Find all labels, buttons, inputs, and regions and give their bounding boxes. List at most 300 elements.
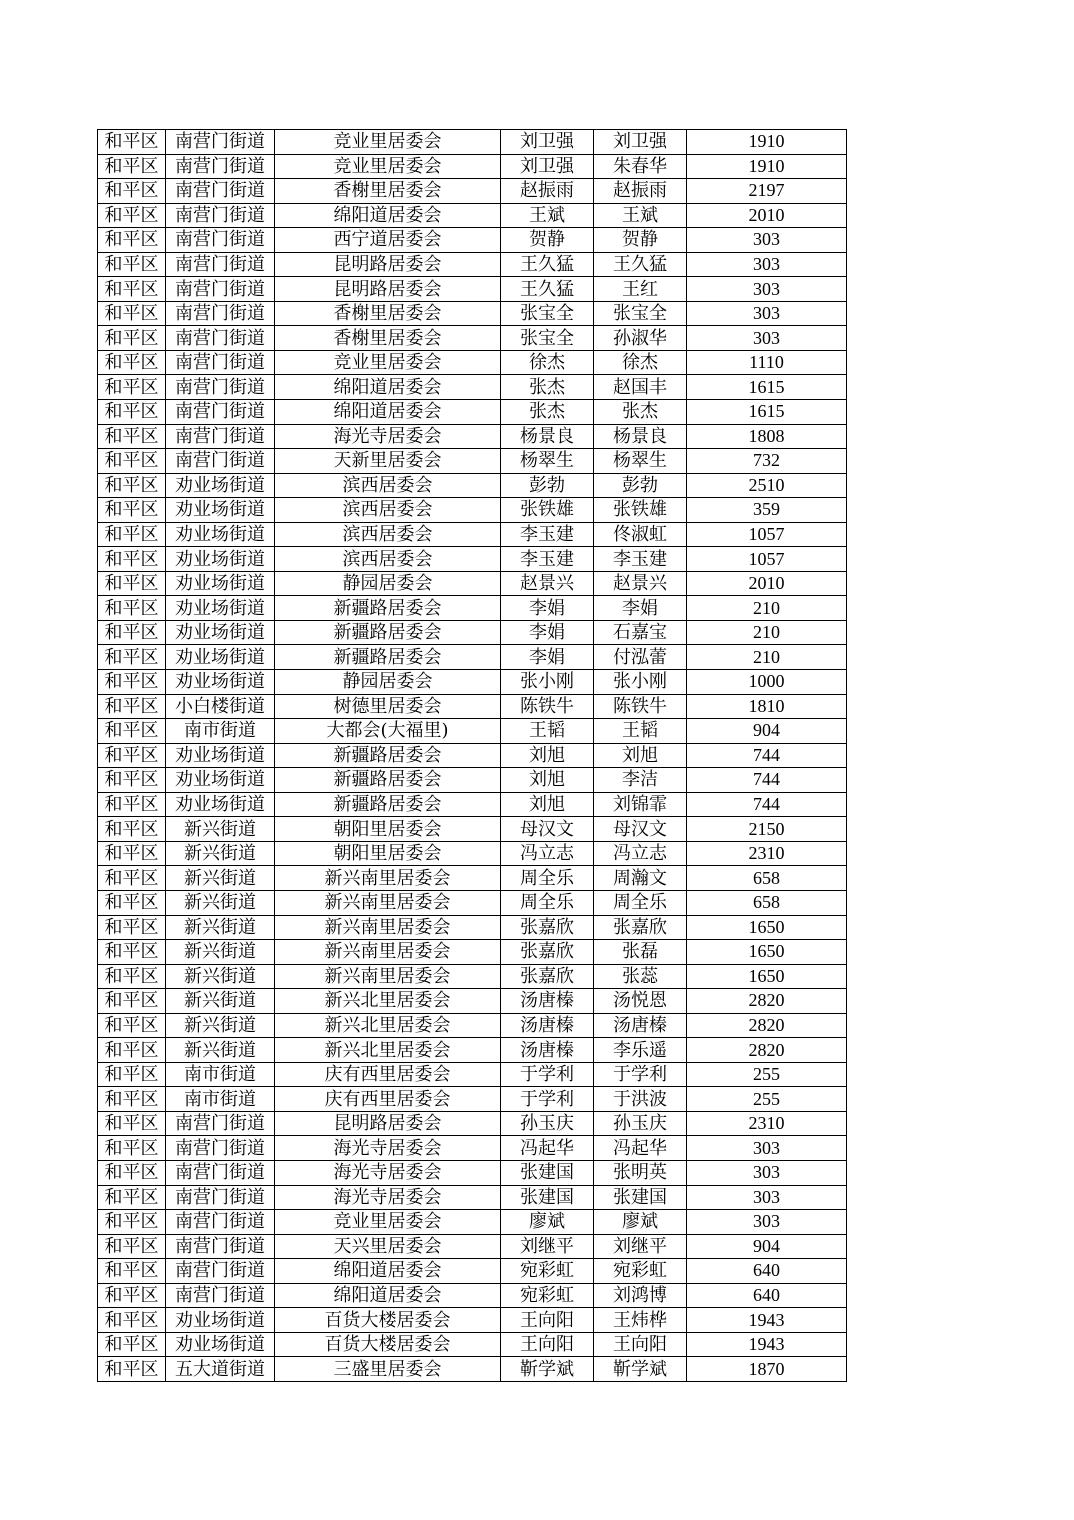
contact-cell: 彭勃 bbox=[501, 473, 594, 498]
committee-cell: 海光寺居委会 bbox=[275, 1136, 501, 1161]
person-cell: 张小刚 bbox=[594, 670, 687, 695]
contact-cell: 刘旭 bbox=[501, 743, 594, 768]
committee-cell: 昆明路居委会 bbox=[275, 277, 501, 302]
table-row bbox=[98, 473, 847, 498]
number-cell: 210 bbox=[687, 596, 847, 621]
table-row bbox=[98, 203, 847, 228]
committee-cell: 新兴南里居委会 bbox=[275, 940, 501, 965]
contact-cell: 刘继平 bbox=[501, 1234, 594, 1259]
table-row bbox=[98, 1234, 847, 1259]
district-cell: 和平区 bbox=[98, 1111, 166, 1136]
table-row bbox=[98, 719, 847, 744]
person-cell: 王向阳 bbox=[594, 1332, 687, 1357]
number-cell: 640 bbox=[687, 1259, 847, 1284]
street-cell: 南营门街道 bbox=[166, 1185, 275, 1210]
street-cell: 南营门街道 bbox=[166, 277, 275, 302]
street-cell: 新兴街道 bbox=[166, 866, 275, 891]
district-cell: 和平区 bbox=[98, 154, 166, 179]
contact-cell: 王斌 bbox=[501, 203, 594, 228]
person-cell: 冯起华 bbox=[594, 1136, 687, 1161]
district-cell: 和平区 bbox=[98, 350, 166, 375]
number-cell: 1650 bbox=[687, 964, 847, 989]
number-cell: 2010 bbox=[687, 571, 847, 596]
table-row bbox=[98, 571, 847, 596]
contact-cell: 王久猛 bbox=[501, 277, 594, 302]
person-cell: 宛彩虹 bbox=[594, 1259, 687, 1284]
district-cell: 和平区 bbox=[98, 890, 166, 915]
committee-cell: 庆有西里居委会 bbox=[275, 1062, 501, 1087]
contact-cell: 汤唐榛 bbox=[501, 1013, 594, 1038]
contact-cell: 刘卫强 bbox=[501, 130, 594, 155]
person-cell: 张蕊 bbox=[594, 964, 687, 989]
committee-cell: 海光寺居委会 bbox=[275, 1160, 501, 1185]
table-row bbox=[98, 277, 847, 302]
person-cell: 母汉文 bbox=[594, 817, 687, 842]
committee-cell: 海光寺居委会 bbox=[275, 424, 501, 449]
district-cell: 和平区 bbox=[98, 424, 166, 449]
street-cell: 劝业场街道 bbox=[166, 596, 275, 621]
contact-cell: 靳学斌 bbox=[501, 1357, 594, 1382]
person-cell: 靳学斌 bbox=[594, 1357, 687, 1382]
district-cell: 和平区 bbox=[98, 1308, 166, 1333]
number-cell: 303 bbox=[687, 1185, 847, 1210]
person-cell: 王斌 bbox=[594, 203, 687, 228]
number-cell: 1000 bbox=[687, 670, 847, 695]
table-row bbox=[98, 1038, 847, 1063]
number-cell: 2197 bbox=[687, 179, 847, 204]
person-cell: 孙淑华 bbox=[594, 326, 687, 351]
number-cell: 2010 bbox=[687, 203, 847, 228]
contact-cell: 杨景良 bbox=[501, 424, 594, 449]
person-cell: 刘旭 bbox=[594, 743, 687, 768]
street-cell: 南营门街道 bbox=[166, 1136, 275, 1161]
committee-cell: 新疆路居委会 bbox=[275, 596, 501, 621]
contact-cell: 李玉建 bbox=[501, 547, 594, 572]
table-row bbox=[98, 130, 847, 155]
district-cell: 和平区 bbox=[98, 498, 166, 523]
contact-cell: 张嘉欣 bbox=[501, 940, 594, 965]
table-row bbox=[98, 252, 847, 277]
person-cell: 周瀚文 bbox=[594, 866, 687, 891]
street-cell: 新兴街道 bbox=[166, 915, 275, 940]
district-cell: 和平区 bbox=[98, 940, 166, 965]
district-cell: 和平区 bbox=[98, 743, 166, 768]
number-cell: 744 bbox=[687, 792, 847, 817]
committee-cell: 树德里居委会 bbox=[275, 694, 501, 719]
number-cell: 732 bbox=[687, 449, 847, 474]
table-row bbox=[98, 424, 847, 449]
table-row bbox=[98, 989, 847, 1014]
district-cell: 和平区 bbox=[98, 768, 166, 793]
person-cell: 王久猛 bbox=[594, 252, 687, 277]
contact-cell: 廖斌 bbox=[501, 1210, 594, 1235]
table-row bbox=[98, 768, 847, 793]
contact-cell: 李娟 bbox=[501, 620, 594, 645]
table-row bbox=[98, 375, 847, 400]
committee-cell: 新兴南里居委会 bbox=[275, 964, 501, 989]
contact-cell: 李玉建 bbox=[501, 522, 594, 547]
committee-cell: 绵阳道居委会 bbox=[275, 1283, 501, 1308]
street-cell: 南市街道 bbox=[166, 1087, 275, 1112]
table-row bbox=[98, 154, 847, 179]
street-cell: 劝业场街道 bbox=[166, 547, 275, 572]
committee-cell: 竞业里居委会 bbox=[275, 130, 501, 155]
number-cell: 744 bbox=[687, 768, 847, 793]
committee-cell: 新疆路居委会 bbox=[275, 645, 501, 670]
district-cell: 和平区 bbox=[98, 620, 166, 645]
number-cell: 2310 bbox=[687, 1111, 847, 1136]
number-cell: 2310 bbox=[687, 841, 847, 866]
street-cell: 劝业场街道 bbox=[166, 620, 275, 645]
district-cell: 和平区 bbox=[98, 719, 166, 744]
committee-cell: 新兴南里居委会 bbox=[275, 890, 501, 915]
table-row bbox=[98, 350, 847, 375]
street-cell: 劝业场街道 bbox=[166, 743, 275, 768]
street-cell: 南营门街道 bbox=[166, 154, 275, 179]
table-row bbox=[98, 940, 847, 965]
person-cell: 冯立志 bbox=[594, 841, 687, 866]
contact-cell: 汤唐榛 bbox=[501, 1038, 594, 1063]
contact-cell: 贺静 bbox=[501, 228, 594, 253]
person-cell: 汤悦恩 bbox=[594, 989, 687, 1014]
number-cell: 658 bbox=[687, 890, 847, 915]
table-row bbox=[98, 1210, 847, 1235]
number-cell: 210 bbox=[687, 620, 847, 645]
number-cell: 1910 bbox=[687, 130, 847, 155]
number-cell: 2150 bbox=[687, 817, 847, 842]
district-cell: 和平区 bbox=[98, 670, 166, 695]
street-cell: 南营门街道 bbox=[166, 350, 275, 375]
contact-cell: 张铁雄 bbox=[501, 498, 594, 523]
contact-cell: 王向阳 bbox=[501, 1332, 594, 1357]
person-cell: 于学利 bbox=[594, 1062, 687, 1087]
person-cell: 赵景兴 bbox=[594, 571, 687, 596]
committee-cell: 新疆路居委会 bbox=[275, 792, 501, 817]
person-cell: 杨景良 bbox=[594, 424, 687, 449]
contact-cell: 冯起华 bbox=[501, 1136, 594, 1161]
table-row bbox=[98, 866, 847, 891]
committee-cell: 香榭里居委会 bbox=[275, 326, 501, 351]
street-cell: 南营门街道 bbox=[166, 326, 275, 351]
district-cell: 和平区 bbox=[98, 989, 166, 1014]
street-cell: 劝业场街道 bbox=[166, 1332, 275, 1357]
number-cell: 1910 bbox=[687, 154, 847, 179]
person-cell: 李娟 bbox=[594, 596, 687, 621]
street-cell: 劝业场街道 bbox=[166, 473, 275, 498]
person-cell: 贺静 bbox=[594, 228, 687, 253]
person-cell: 张杰 bbox=[594, 400, 687, 425]
number-cell: 1810 bbox=[687, 694, 847, 719]
person-cell: 张宝全 bbox=[594, 301, 687, 326]
table-row bbox=[98, 522, 847, 547]
street-cell: 南营门街道 bbox=[166, 130, 275, 155]
district-cell: 和平区 bbox=[98, 915, 166, 940]
table-row bbox=[98, 841, 847, 866]
street-cell: 南营门街道 bbox=[166, 228, 275, 253]
person-cell: 佟淑虹 bbox=[594, 522, 687, 547]
person-cell: 孙玉庆 bbox=[594, 1111, 687, 1136]
district-cell: 和平区 bbox=[98, 375, 166, 400]
street-cell: 南营门街道 bbox=[166, 252, 275, 277]
contact-cell: 徐杰 bbox=[501, 350, 594, 375]
contact-cell: 李娟 bbox=[501, 596, 594, 621]
number-cell: 303 bbox=[687, 228, 847, 253]
street-cell: 南营门街道 bbox=[166, 1283, 275, 1308]
committee-cell: 竞业里居委会 bbox=[275, 154, 501, 179]
district-cell: 和平区 bbox=[98, 964, 166, 989]
table-row bbox=[98, 1062, 847, 1087]
street-cell: 劝业场街道 bbox=[166, 792, 275, 817]
committee-cell: 西宁道居委会 bbox=[275, 228, 501, 253]
number-cell: 658 bbox=[687, 866, 847, 891]
committee-cell: 滨西居委会 bbox=[275, 473, 501, 498]
number-cell: 1110 bbox=[687, 350, 847, 375]
person-cell: 张铁雄 bbox=[594, 498, 687, 523]
street-cell: 劝业场街道 bbox=[166, 670, 275, 695]
street-cell: 南营门街道 bbox=[166, 1111, 275, 1136]
number-cell: 303 bbox=[687, 1160, 847, 1185]
committee-cell: 朝阳里居委会 bbox=[275, 817, 501, 842]
number-cell: 1057 bbox=[687, 547, 847, 572]
district-cell: 和平区 bbox=[98, 277, 166, 302]
street-cell: 南营门街道 bbox=[166, 1259, 275, 1284]
street-cell: 南营门街道 bbox=[166, 1160, 275, 1185]
committee-cell: 竞业里居委会 bbox=[275, 350, 501, 375]
table-row bbox=[98, 1259, 847, 1284]
street-cell: 南市街道 bbox=[166, 719, 275, 744]
contact-cell: 赵振雨 bbox=[501, 179, 594, 204]
street-cell: 南营门街道 bbox=[166, 1210, 275, 1235]
street-cell: 新兴街道 bbox=[166, 817, 275, 842]
contact-cell: 张建国 bbox=[501, 1160, 594, 1185]
district-cell: 和平区 bbox=[98, 1332, 166, 1357]
number-cell: 2820 bbox=[687, 989, 847, 1014]
person-cell: 石嘉宝 bbox=[594, 620, 687, 645]
committee-cell: 香榭里居委会 bbox=[275, 301, 501, 326]
contact-cell: 张建国 bbox=[501, 1185, 594, 1210]
person-cell: 周全乐 bbox=[594, 890, 687, 915]
committee-cell: 滨西居委会 bbox=[275, 498, 501, 523]
table-row bbox=[98, 1308, 847, 1333]
contact-cell: 李娟 bbox=[501, 645, 594, 670]
number-cell: 255 bbox=[687, 1087, 847, 1112]
district-cell: 和平区 bbox=[98, 179, 166, 204]
contact-cell: 张杰 bbox=[501, 375, 594, 400]
street-cell: 南营门街道 bbox=[166, 424, 275, 449]
contact-cell: 王韬 bbox=[501, 719, 594, 744]
number-cell: 303 bbox=[687, 252, 847, 277]
person-cell: 李乐遥 bbox=[594, 1038, 687, 1063]
street-cell: 新兴街道 bbox=[166, 989, 275, 1014]
district-cell: 和平区 bbox=[98, 817, 166, 842]
number-cell: 1615 bbox=[687, 400, 847, 425]
street-cell: 劝业场街道 bbox=[166, 645, 275, 670]
person-cell: 李洁 bbox=[594, 768, 687, 793]
person-cell: 刘锦霏 bbox=[594, 792, 687, 817]
table-row bbox=[98, 964, 847, 989]
contact-cell: 刘旭 bbox=[501, 768, 594, 793]
street-cell: 南营门街道 bbox=[166, 375, 275, 400]
number-cell: 1943 bbox=[687, 1332, 847, 1357]
table-row bbox=[98, 915, 847, 940]
district-cell: 和平区 bbox=[98, 1259, 166, 1284]
table-row bbox=[98, 1111, 847, 1136]
table-row bbox=[98, 670, 847, 695]
district-cell: 和平区 bbox=[98, 694, 166, 719]
committee-cell: 静园居委会 bbox=[275, 670, 501, 695]
contact-cell: 于学利 bbox=[501, 1087, 594, 1112]
street-cell: 新兴街道 bbox=[166, 1038, 275, 1063]
committee-cell: 绵阳道居委会 bbox=[275, 203, 501, 228]
person-cell: 付泓蕾 bbox=[594, 645, 687, 670]
district-cell: 和平区 bbox=[98, 130, 166, 155]
person-cell: 刘继平 bbox=[594, 1234, 687, 1259]
district-cell: 和平区 bbox=[98, 1210, 166, 1235]
committee-cell: 天兴里居委会 bbox=[275, 1234, 501, 1259]
person-cell: 徐杰 bbox=[594, 350, 687, 375]
contact-cell: 张宝全 bbox=[501, 301, 594, 326]
committee-cell: 庆有西里居委会 bbox=[275, 1087, 501, 1112]
number-cell: 303 bbox=[687, 326, 847, 351]
number-cell: 303 bbox=[687, 277, 847, 302]
contact-cell: 周全乐 bbox=[501, 866, 594, 891]
committee-cell: 静园居委会 bbox=[275, 571, 501, 596]
contact-cell: 于学利 bbox=[501, 1062, 594, 1087]
person-cell: 于洪波 bbox=[594, 1087, 687, 1112]
committee-cell: 新兴北里居委会 bbox=[275, 1013, 501, 1038]
district-cell: 和平区 bbox=[98, 547, 166, 572]
district-cell: 和平区 bbox=[98, 1160, 166, 1185]
number-cell: 2820 bbox=[687, 1013, 847, 1038]
table-row bbox=[98, 449, 847, 474]
table-row bbox=[98, 620, 847, 645]
person-cell: 赵国丰 bbox=[594, 375, 687, 400]
person-cell: 彭勃 bbox=[594, 473, 687, 498]
district-cell: 和平区 bbox=[98, 1062, 166, 1087]
number-cell: 904 bbox=[687, 719, 847, 744]
street-cell: 劝业场街道 bbox=[166, 1308, 275, 1333]
table-row bbox=[98, 890, 847, 915]
number-cell: 1650 bbox=[687, 915, 847, 940]
table-row bbox=[98, 547, 847, 572]
table-row bbox=[98, 596, 847, 621]
person-cell: 刘卫强 bbox=[594, 130, 687, 155]
number-cell: 1615 bbox=[687, 375, 847, 400]
person-cell: 陈铁牛 bbox=[594, 694, 687, 719]
committee-cell: 滨西居委会 bbox=[275, 547, 501, 572]
district-cell: 和平区 bbox=[98, 1234, 166, 1259]
committee-cell: 绵阳道居委会 bbox=[275, 400, 501, 425]
table-row bbox=[98, 1160, 847, 1185]
district-cell: 和平区 bbox=[98, 228, 166, 253]
contact-cell: 张宝全 bbox=[501, 326, 594, 351]
contact-cell: 刘旭 bbox=[501, 792, 594, 817]
street-cell: 新兴街道 bbox=[166, 841, 275, 866]
district-cell: 和平区 bbox=[98, 645, 166, 670]
street-cell: 五大道街道 bbox=[166, 1357, 275, 1382]
street-cell: 南营门街道 bbox=[166, 449, 275, 474]
number-cell: 303 bbox=[687, 301, 847, 326]
committee-cell: 绵阳道居委会 bbox=[275, 375, 501, 400]
committee-cell: 昆明路居委会 bbox=[275, 252, 501, 277]
number-cell: 359 bbox=[687, 498, 847, 523]
street-cell: 南市街道 bbox=[166, 1062, 275, 1087]
committee-cell: 新疆路居委会 bbox=[275, 743, 501, 768]
committee-cell: 新疆路居委会 bbox=[275, 768, 501, 793]
table-row bbox=[98, 743, 847, 768]
contact-cell: 母汉文 bbox=[501, 817, 594, 842]
committee-cell: 新兴北里居委会 bbox=[275, 1038, 501, 1063]
contact-cell: 杨翠生 bbox=[501, 449, 594, 474]
committee-cell: 新兴南里居委会 bbox=[275, 866, 501, 891]
table-row bbox=[98, 1136, 847, 1161]
contact-cell: 宛彩虹 bbox=[501, 1283, 594, 1308]
number-cell: 303 bbox=[687, 1136, 847, 1161]
contact-cell: 周全乐 bbox=[501, 890, 594, 915]
table-row bbox=[98, 1332, 847, 1357]
person-cell: 王炜桦 bbox=[594, 1308, 687, 1333]
table-row bbox=[98, 645, 847, 670]
person-cell: 张明英 bbox=[594, 1160, 687, 1185]
number-cell: 1808 bbox=[687, 424, 847, 449]
contact-cell: 张嘉欣 bbox=[501, 964, 594, 989]
contact-cell: 刘卫强 bbox=[501, 154, 594, 179]
table-row bbox=[98, 179, 847, 204]
table-row bbox=[98, 792, 847, 817]
contact-cell: 赵景兴 bbox=[501, 571, 594, 596]
number-cell: 904 bbox=[687, 1234, 847, 1259]
person-cell: 张嘉欣 bbox=[594, 915, 687, 940]
person-cell: 廖斌 bbox=[594, 1210, 687, 1235]
table-row bbox=[98, 1283, 847, 1308]
district-cell: 和平区 bbox=[98, 203, 166, 228]
person-cell: 朱春华 bbox=[594, 154, 687, 179]
contact-cell: 汤唐榛 bbox=[501, 989, 594, 1014]
committee-cell: 大都会(大福里) bbox=[275, 719, 501, 744]
district-cell: 和平区 bbox=[98, 866, 166, 891]
number-cell: 744 bbox=[687, 743, 847, 768]
street-cell: 劝业场街道 bbox=[166, 571, 275, 596]
district-cell: 和平区 bbox=[98, 1013, 166, 1038]
street-cell: 南营门街道 bbox=[166, 179, 275, 204]
district-cell: 和平区 bbox=[98, 473, 166, 498]
street-cell: 南营门街道 bbox=[166, 203, 275, 228]
number-cell: 2820 bbox=[687, 1038, 847, 1063]
contact-cell: 冯立志 bbox=[501, 841, 594, 866]
district-cell: 和平区 bbox=[98, 1357, 166, 1382]
district-cell: 和平区 bbox=[98, 1038, 166, 1063]
number-cell: 210 bbox=[687, 645, 847, 670]
table-row bbox=[98, 301, 847, 326]
number-cell: 303 bbox=[687, 1210, 847, 1235]
person-cell: 赵振雨 bbox=[594, 179, 687, 204]
contact-cell: 王向阳 bbox=[501, 1308, 594, 1333]
street-cell: 新兴街道 bbox=[166, 890, 275, 915]
committee-cell: 百货大楼居委会 bbox=[275, 1332, 501, 1357]
committee-cell: 新疆路居委会 bbox=[275, 620, 501, 645]
committee-cell: 三盛里居委会 bbox=[275, 1357, 501, 1382]
number-cell: 640 bbox=[687, 1283, 847, 1308]
committee-cell: 绵阳道居委会 bbox=[275, 1259, 501, 1284]
district-cell: 和平区 bbox=[98, 1136, 166, 1161]
number-cell: 1650 bbox=[687, 940, 847, 965]
committee-cell: 新兴南里居委会 bbox=[275, 915, 501, 940]
person-cell: 汤唐榛 bbox=[594, 1013, 687, 1038]
table-row bbox=[98, 326, 847, 351]
contact-cell: 张嘉欣 bbox=[501, 915, 594, 940]
table-row bbox=[98, 694, 847, 719]
contact-cell: 宛彩虹 bbox=[501, 1259, 594, 1284]
